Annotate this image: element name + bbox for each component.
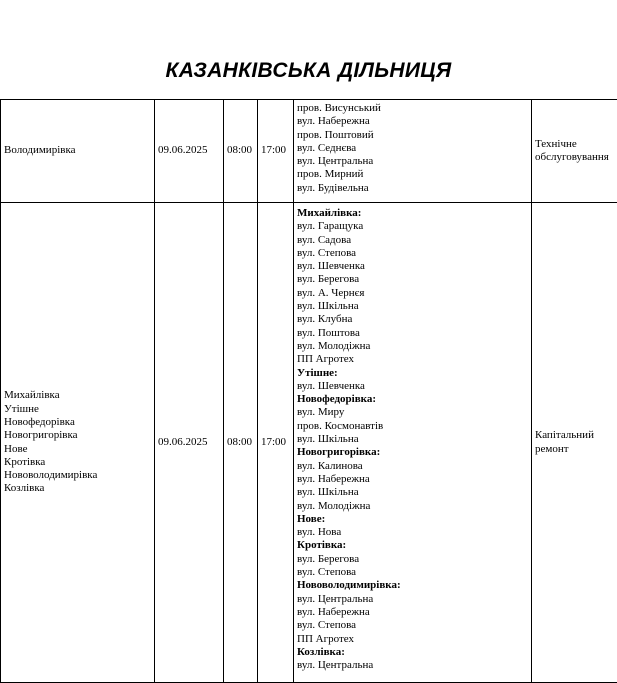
time-end-cell: 17:00: [258, 203, 294, 683]
street-item: вул. Шевченка: [297, 260, 528, 273]
street-item: ПП Агротех: [297, 633, 528, 646]
settlement-group-heading: Нововолодимирівка:: [297, 579, 528, 592]
street-item: вул. Центральна: [297, 593, 528, 606]
street-item: вул. Степова: [297, 247, 528, 260]
village-name: Кротівка: [4, 456, 151, 469]
street-item: вул. Набережна: [297, 115, 528, 128]
village-name: Володимирівка: [4, 144, 151, 157]
street-item: вул. Центральна: [297, 155, 528, 168]
street-list: [297, 207, 528, 672]
settlement-group-heading: Утішне:: [297, 367, 528, 380]
street-item: вул. Молодіжна: [297, 500, 528, 513]
street-item: вул. Шевченка: [297, 380, 528, 393]
street-item: вул. Шкільна: [297, 433, 528, 446]
table-row: [1, 100, 617, 203]
street-item: вул. Нова: [297, 526, 528, 539]
street-item: пров. Космонавтів: [297, 420, 528, 433]
streets-cell: [294, 203, 532, 683]
street-item: вул. Поштова: [297, 327, 528, 340]
street-item: вул. Миру: [297, 406, 528, 419]
village-name: Утішне: [4, 403, 151, 416]
work-type-cell: Капітальний ремонт: [532, 203, 617, 683]
street-item: вул. Клубна: [297, 313, 528, 326]
streets-cell: [294, 100, 532, 203]
street-item: вул. Гаращука: [297, 220, 528, 233]
village-name: Михайлівка: [4, 389, 151, 402]
page-title: КАЗАНКІВСЬКА ДІЛЬНИЦЯ: [0, 59, 617, 83]
street-item: вул. Шкільна: [297, 300, 528, 313]
settlement-group-heading: Козлівка:: [297, 646, 528, 659]
work-type-cell: Технічне обслуговування: [532, 100, 617, 203]
street-item: вул. Набережна: [297, 606, 528, 619]
settlement-group-heading: Новофедорівка:: [297, 393, 528, 406]
street-item: ПП Агротех: [297, 353, 528, 366]
village-name: Новофедорівка: [4, 416, 151, 429]
outage-schedule-table: [0, 99, 617, 683]
street-item: вул. Набережна: [297, 473, 528, 486]
street-item: вул. Садова: [297, 234, 528, 247]
street-item: вул. Молодіжна: [297, 340, 528, 353]
villages-cell: [1, 203, 155, 683]
time-end-cell: 17:00: [258, 100, 294, 203]
village-name: Козлівка: [4, 482, 151, 495]
street-item: вул. Степова: [297, 619, 528, 632]
date-cell: 09.06.2025: [155, 203, 224, 683]
village-list: [4, 144, 151, 157]
street-item: вул. Берегова: [297, 553, 528, 566]
street-item: вул. Берегова: [297, 273, 528, 286]
settlement-group-heading: Михайлівка:: [297, 207, 528, 220]
settlement-group-heading: Новогригорівка:: [297, 446, 528, 459]
time-start-cell: 08:00: [224, 203, 258, 683]
time-start-cell: 08:00: [224, 100, 258, 203]
villages-cell: [1, 100, 155, 203]
village-name: Новогригорівка: [4, 429, 151, 442]
street-item: вул. Шкільна: [297, 486, 528, 499]
street-item: вул. Калинова: [297, 460, 528, 473]
village-name: Нововолодимирівка: [4, 469, 151, 482]
street-item: вул. Будівельна: [297, 182, 528, 195]
table-body: [1, 100, 617, 683]
village-name: Нове: [4, 443, 151, 456]
table-row: [1, 203, 617, 683]
street-item: вул. А. Чернєя: [297, 287, 528, 300]
settlement-group-heading: Кротівка:: [297, 539, 528, 552]
street-item: вул. Центральна: [297, 659, 528, 672]
street-item: пров. Висунський: [297, 102, 528, 115]
street-item: пров. Поштовий: [297, 129, 528, 142]
village-list: [4, 389, 151, 495]
settlement-group-heading: Нове:: [297, 513, 528, 526]
street-list: [297, 102, 528, 195]
street-item: вул. Седнєва: [297, 142, 528, 155]
date-cell: 09.06.2025: [155, 100, 224, 203]
street-item: вул. Степова: [297, 566, 528, 579]
street-item: пров. Мирний: [297, 168, 528, 181]
